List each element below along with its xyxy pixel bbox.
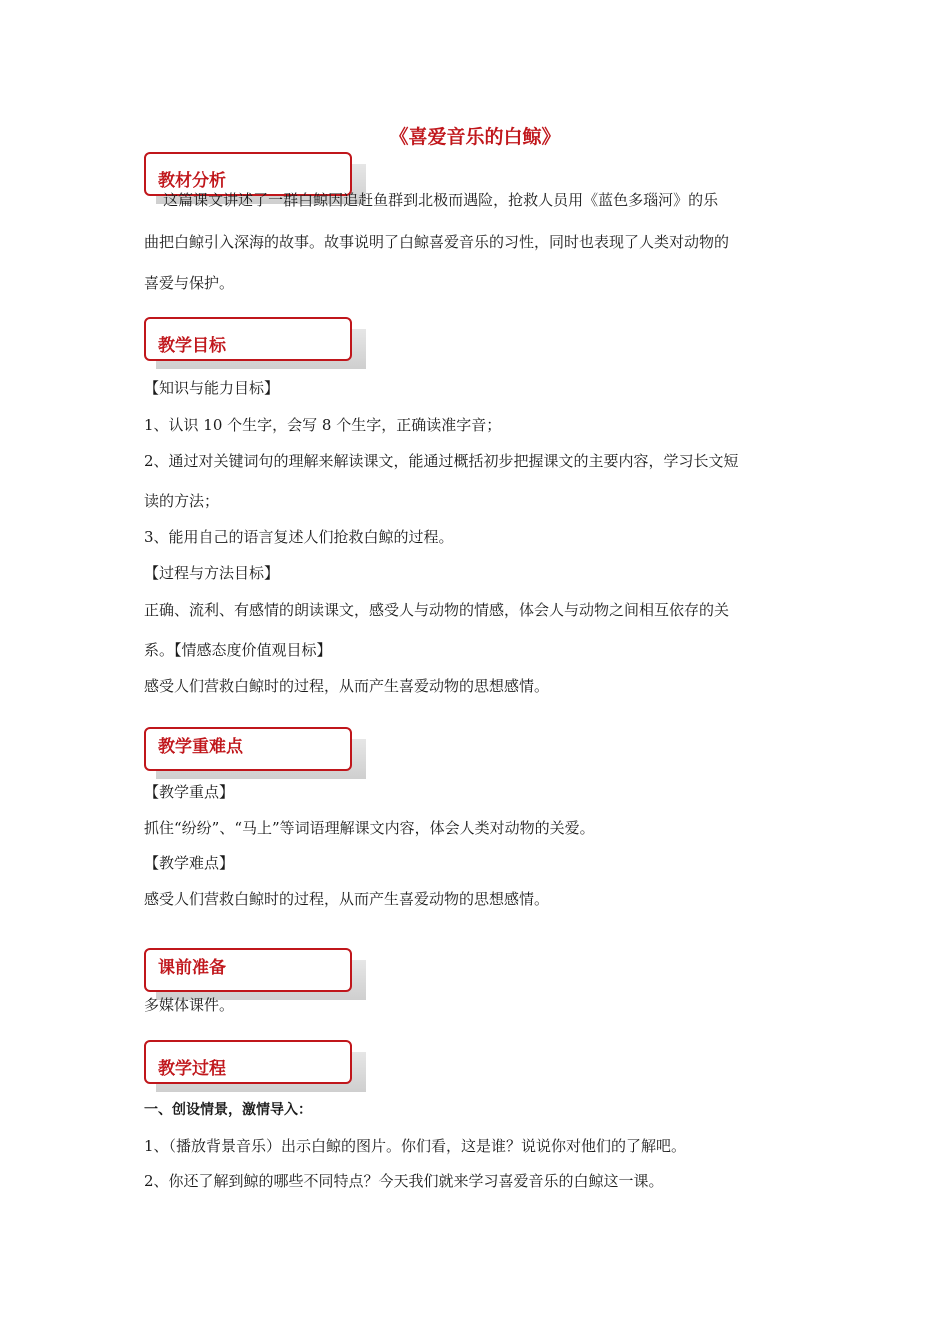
process-item-1: 1、（播放背景音乐）出示白鲸的图片。你们看，这是谁？说说你对他们的了解吧。 (144, 1137, 687, 1155)
knowledge-goal-label: 【知识与能力目标】 (144, 379, 280, 397)
heading-label: 教学过程 (158, 1059, 226, 1079)
goal-item-1: 1、认识 10 个生字，会写 8 个生字，正确读准字音； (144, 416, 502, 434)
analysis-line-2: 曲把白鲸引入深海的故事。故事说明了白鲸喜爱音乐的习性，同时也表现了人类对动物的 (144, 233, 730, 251)
section-heading-goals (144, 317, 368, 369)
heading-label: 教材分析 (158, 171, 226, 191)
heading-label: 教学目标 (158, 336, 226, 356)
section-heading-keypoints (144, 727, 368, 779)
section-heading-prep (144, 948, 368, 1000)
heading-label: 教学重难点 (158, 737, 243, 757)
process-item-2: 2、你还了解到鲸的哪些不同特点？今天我们就来学习喜爱音乐的白鲸这一课。 (144, 1172, 664, 1190)
focus-text: 抓住“纷纷”、“马上”等词语理解课文内容，体会人类对动物的关爱。 (144, 819, 595, 837)
emotion-goal-text: 感受人们营救白鲸时的过程，从而产生喜爱动物的思想感情。 (144, 677, 550, 695)
goal-item-3: 3、能用自己的语言复述人们抢救白鲸的过程。 (144, 528, 454, 546)
analysis-line-3: 喜爱与保护。 (144, 274, 235, 292)
process-step-title: 一、创设情景，激情导入： (144, 1102, 312, 1118)
process-goal-line-b: 系。【情感态度价值观目标】 (144, 641, 332, 659)
document-title: 《喜爱音乐的白鲸》 (389, 126, 561, 148)
analysis-line-1: 这篇课文讲述了一群白鲸因追赶鱼群到北极而遇险，抢救人员用《蓝色多瑙河》的乐 (144, 191, 719, 209)
goal-item-2b: 读的方法； (144, 492, 220, 510)
heading-label: 课前准备 (158, 958, 226, 978)
process-goal-line-a: 正确、流利、有感情的朗读课文，感受人与动物的情感，体会人与动物之间相互依存的关 (144, 601, 730, 619)
process-goal-label: 【过程与方法目标】 (144, 564, 280, 582)
section-heading-process (144, 1040, 368, 1092)
difficulty-label: 【教学难点】 (144, 854, 235, 872)
goal-item-2a: 2、通过对关键词句的理解来解读课文，能通过概括初步把握课文的主要内容，学习长文短 (144, 452, 739, 470)
focus-label: 【教学重点】 (144, 783, 235, 801)
prep-text: 多媒体课件。 (144, 996, 235, 1014)
difficulty-text: 感受人们营救白鲸时的过程，从而产生喜爱动物的思想感情。 (144, 890, 550, 908)
